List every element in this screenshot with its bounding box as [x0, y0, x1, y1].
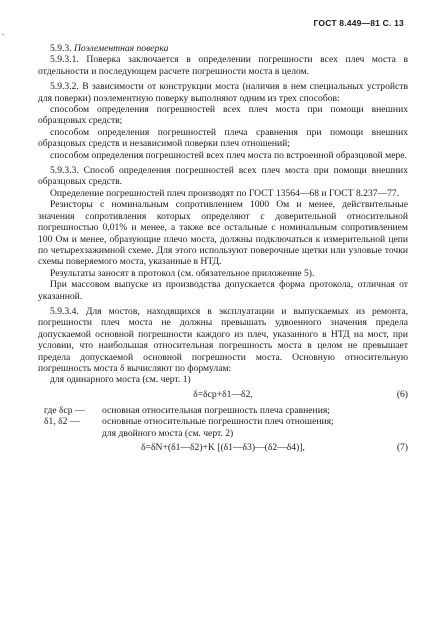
section-number: 5.9.3. [50, 43, 72, 54]
definition-text: основная относительная погрешность плеча сравнения; [102, 404, 330, 416]
formula-number: (7) [396, 442, 408, 453]
paragraph: способом определения погрешностей всех плеч моста по встроенной образцовой мере. [50, 149, 407, 161]
paragraph: Резисторы с номинальным сопротивлением 1000 Ом и менее, действительные значения сопротивления которых определяют с доверительной относительной погрешностью 0,01% и менее, а также все остальные с номинальным сопротивлением 100 Ом и менее, образующие плечо моста, должны подключаться к измерительной цепи по четырехзажимной схеме. Для этого используют поверочные щетки или узловые точки схемы поверяемого моста, указанные в НТД. [38, 199, 408, 268]
formula-6 [38, 389, 408, 402]
paragraph: 5.9.3.1. Поверка заключается в определении погрешности всех плеч моста в отдельности и последующем расчете погрешности моста в целом. [38, 54, 408, 77]
document-body [38, 43, 408, 458]
definition-row [38, 416, 408, 427]
paragraph: Определение погрешностей плеч производят по ГОСТ 13564—68 и ГОСТ 8.237—77. [50, 187, 400, 199]
section-title: Поэлементная поверка [74, 43, 169, 54]
definition-term: δ1, δ2 — [44, 416, 80, 428]
corner-mark: - [2, 30, 5, 39]
paragraph: 5.9.3.3. Способ определения погрешностей всех плеч моста при помощи внешних образцовых средств. [38, 165, 408, 188]
definition-text: основные относительные погрешности плеч отношения; [102, 416, 334, 428]
formula-7 [38, 442, 408, 455]
definition-term: где δср — [44, 404, 85, 416]
section-heading [38, 43, 408, 54]
paragraph: 5.9.3.4. Для мостов, находящихся в эксплуатации и выпускаемых из ремонта, погрешности плеч моста не должны превышать удвоенного значения предела допускаемой основной погрешности каждого из плеч, указанного в НТД на мост, при условии, что наибольшая относительная погрешность моста в целом не превышает предела допускаемой основной погрешности моста. Основную относительную погрешность моста δ вычисляют по формулам: [38, 305, 408, 374]
paragraph: Результаты заносят в протокол (см. обязательное приложение 5). [50, 267, 315, 279]
formula-expression: δ=δср+δ1—δ2, [193, 388, 253, 400]
formula-expression: δ=δN+(δ1—δ2)+K [(δ1—δ3)—(δ2—δ4)], [141, 442, 305, 453]
paragraph: 5.9.3.2. В зависимости от конструкции моста (наличия в нем специальных устройств для поверки) поэлементную поверку выполняют одним из трех способов: [38, 81, 408, 104]
definition-row [38, 405, 408, 416]
page-header: ГОСТ 8.449—81 С. 13 [313, 18, 404, 28]
paragraph: для одинарного моста (см. черт. 1) [50, 374, 191, 386]
paragraph: для двойного моста (см. черт. 2) [102, 427, 234, 439]
paragraph: При массовом выпуске из производства допускается форма протокола, отличная от указанной. [38, 279, 408, 302]
paragraph: способом определения погрешностей плеча сравнения при помощи внешних образцовых средств и независимой поверки плеч отношений; [38, 126, 408, 150]
formula-number: (6) [396, 388, 408, 400]
paragraph: способом определения погрешностей всех плеч моста при помощи внешних образцовых средств; [38, 104, 408, 127]
